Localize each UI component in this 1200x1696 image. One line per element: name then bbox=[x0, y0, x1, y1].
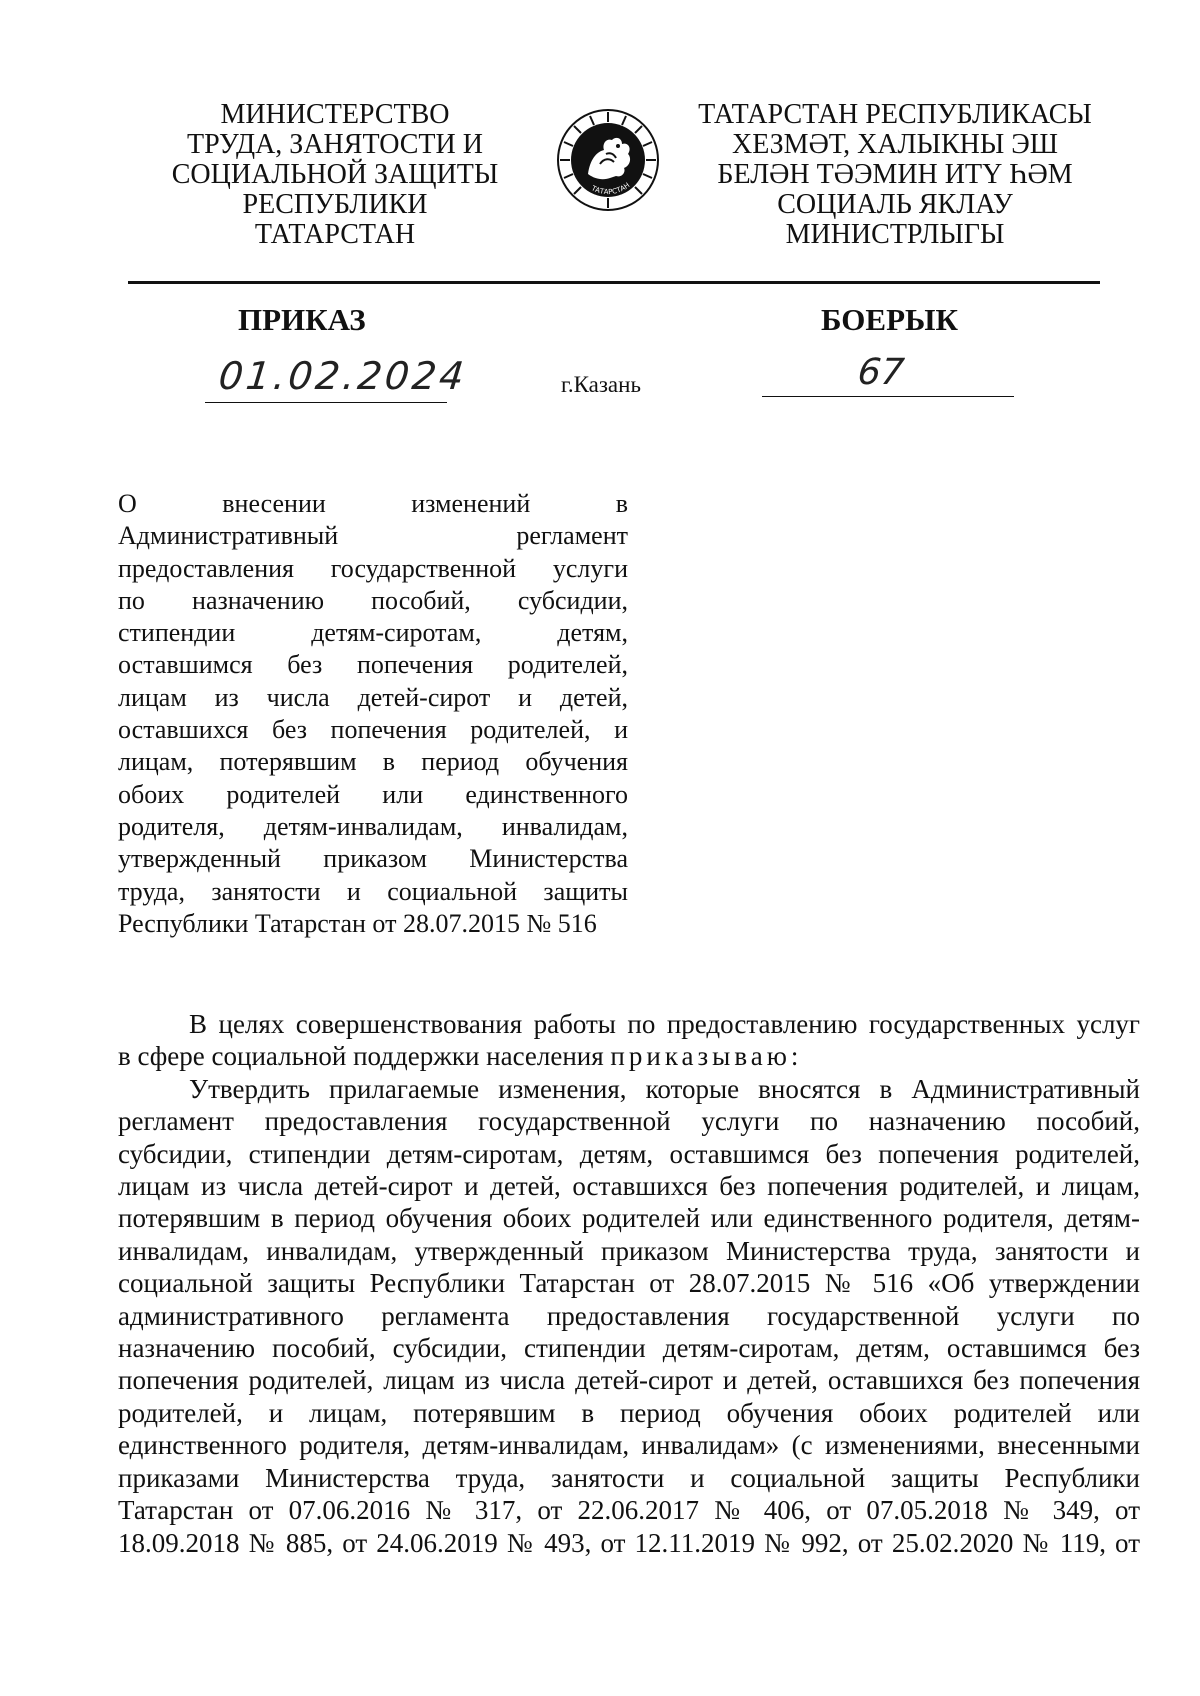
tatarstan-emblem-icon bbox=[556, 108, 660, 212]
body-line: единственного родителя, детям-инвалидам, инвалидам» (с изменениями, внесенными bbox=[118, 1430, 1140, 1461]
body-line: Утвердить прилагаемые изменения, которые вносятся в Административный bbox=[189, 1073, 1140, 1104]
doc-type-russian: ПРИКАЗ bbox=[238, 302, 366, 337]
subject-line: стипендии детям-сиротам, детям, bbox=[118, 618, 628, 648]
subject-line: Административный регламент bbox=[118, 521, 628, 551]
subject-line: обоих родителей или единственного bbox=[118, 779, 628, 809]
subject-line: лицам, потерявшим в период обучения bbox=[118, 747, 628, 777]
subject-line: утвержденный приказом Министерства bbox=[118, 844, 628, 874]
subject-line: лицам из числа детей-сирот и детей, bbox=[118, 682, 628, 712]
order-number-value: 67 bbox=[855, 352, 906, 393]
subject-line: оставшихся без попечения родителей, и bbox=[118, 715, 628, 745]
subject-line: предоставления государственной услуги bbox=[118, 553, 628, 583]
date-value: 01.02.2024 bbox=[216, 354, 469, 398]
subject-line: по назначению пособий, субсидии, bbox=[118, 585, 628, 615]
order-body bbox=[118, 1008, 1140, 1559]
order-verb: приказываю: bbox=[610, 1041, 803, 1072]
header-right-line: СОЦИАЛЬ ЯКЛАУ bbox=[777, 189, 1013, 220]
subject-line: Республики Татарстан от 28.07.2015 № 516 bbox=[118, 908, 597, 938]
body-line: 18.09.2018 № 885, от 24.06.2019 № 493, от 12.11.2019 № 992, от 25.02.2020 № 119, от bbox=[118, 1527, 1140, 1558]
order-subject bbox=[118, 488, 628, 940]
svg-text:ТАТАРСТАН: ТАТАРСТАН bbox=[590, 181, 632, 197]
body-line: потерявшим в период обучения обоих родителей или единственного родителя, детям- bbox=[118, 1203, 1140, 1234]
body-line: родителей, и лицам, потерявшим в период обучения обоих родителей или bbox=[118, 1397, 1140, 1428]
header-left-line: СОЦИАЛЬНОЙ ЗАЩИТЫ bbox=[171, 159, 499, 190]
subject-line: оставшимся без попечения родителей, bbox=[118, 650, 628, 680]
body-line: субсидии, стипендии детям-сиротам, детям, оставшимся без попечения родителей, bbox=[118, 1138, 1140, 1169]
body-line: Татарстан от 07.06.2016 № 317, от 22.06.2017 № 406, от 07.05.2018 № 349, от bbox=[118, 1495, 1140, 1526]
body-line: лицам из числа детей-сирот и детей, оставшихся без попечения родителей, и лицам, bbox=[118, 1171, 1140, 1202]
body-line: регламент предоставления государственной услуги по назначению пособий, bbox=[118, 1106, 1140, 1137]
header-right-line: БЕЛӘН ТӘЭМИН ИТҮ ҺӘМ bbox=[717, 159, 1073, 190]
subject-line: родителя, детям-инвалидам, инвалидам, bbox=[118, 811, 628, 841]
header-left-line: ТАТАРСТАН bbox=[254, 219, 416, 250]
ministry-name-russian bbox=[150, 100, 520, 250]
subject-line: труда, занятости и социальной защиты bbox=[118, 876, 628, 906]
body-line: инвалидам, инвалидам, утвержденный приказом Министерства труда, занятости и bbox=[118, 1235, 1140, 1266]
body-line bbox=[118, 1040, 1140, 1072]
header-right-line: ХЕЗМӘТ, ХАЛЫКНЫ ЭШ bbox=[731, 129, 1058, 160]
body-line: социальной защиты Республики Татарстан от 28.07.2015 № 516 «Об утверждении bbox=[118, 1268, 1140, 1299]
header-left-line: РЕСПУБЛИКИ bbox=[242, 189, 428, 220]
doc-type-tatar: БОЕРЫК bbox=[821, 302, 958, 337]
body-line: административного регламента предоставления государственной услуги по bbox=[118, 1300, 1140, 1331]
city-label: г.Казань bbox=[561, 372, 641, 397]
subject-line: О внесении изменений в bbox=[118, 489, 628, 518]
date-field bbox=[205, 352, 469, 403]
order-number-field bbox=[762, 352, 1014, 397]
header-right-line: МИНИСТРЛЫГЫ bbox=[785, 219, 1005, 250]
body-line: назначению пособий, субсидии, стипендии детям-сиротам, детям, оставшимся без bbox=[118, 1333, 1140, 1364]
body-line: В целях совершенствования работы по предоставлению государственных услуг bbox=[189, 1009, 1140, 1039]
header-left-line: МИНИСТЕРСТВО bbox=[220, 99, 450, 130]
header-right-line: ТАТАРСТАН РЕСПУБЛИКАСЫ bbox=[698, 99, 1092, 130]
header-left-line: ТРУДА, ЗАНЯТОСТИ И bbox=[187, 129, 483, 160]
body-line-prefix: в сфере социальной поддержки населения bbox=[118, 1041, 604, 1072]
body-line: попечения родителей, лицам из числа детей-сирот и детей, оставшихся без попечения bbox=[118, 1365, 1140, 1396]
body-line: приказами Министерства труда, занятости и социальной защиты Республики bbox=[118, 1462, 1140, 1493]
ministry-name-tatar bbox=[690, 100, 1100, 250]
header-divider bbox=[128, 281, 1100, 284]
